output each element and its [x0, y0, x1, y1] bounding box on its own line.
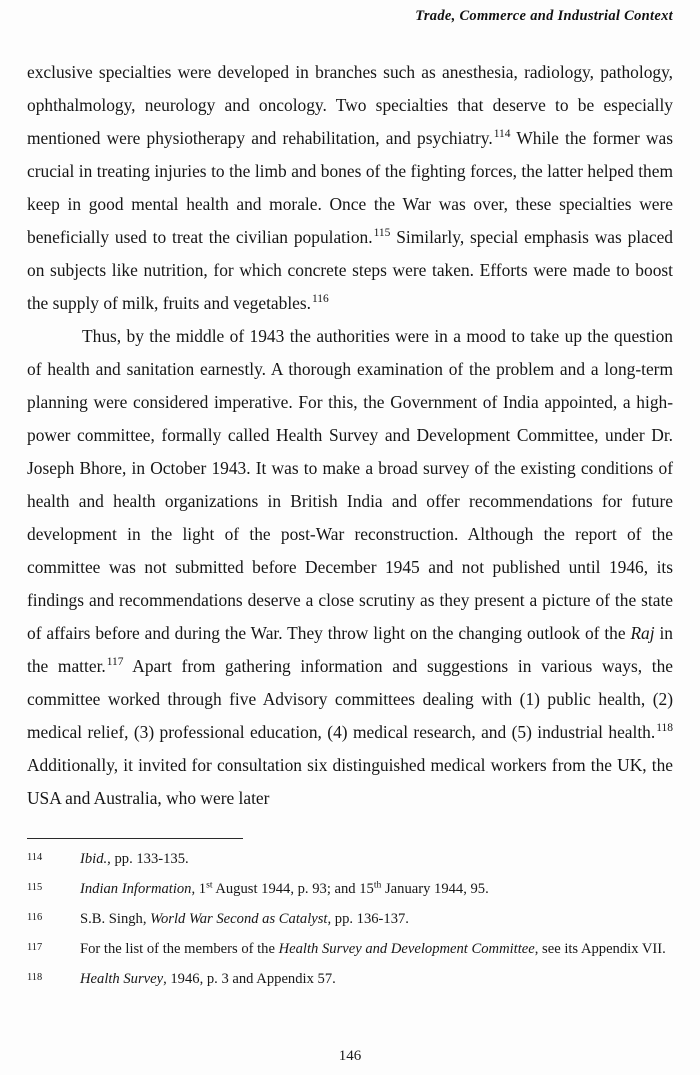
running-header: Trade, Commerce and Industrial Context — [415, 8, 673, 24]
footnote-number: 114 — [27, 852, 43, 863]
footnote-text: Ibid., pp. 133-135. — [80, 851, 189, 867]
footnote-reference-marker: 116 — [312, 292, 329, 305]
footnote-list — [27, 849, 673, 990]
ordinal-suffix: th — [373, 879, 382, 891]
footnote-reference-marker: 117 — [106, 655, 124, 668]
footnote-area — [27, 838, 673, 999]
footnote-text: For the list of the members of the Health Survey and Development Committee, see its Appendix VII. — [80, 941, 666, 957]
italic-phrase: Health Survey and Development Committee — [278, 941, 535, 957]
paragraph-1: exclusive specialties were developed in branches such as anesthesia, radiology, pathology, ophthalmology, neurology and oncology. Two specialties that deserve to be especially mentioned were physiotherapy and rehabilitation, and psychiatry.$^{114}$ While the former was crucial in treating injuries to the limb and bones of the fighting forces, the latter helped them keep in good mental health and morale. Once the War was over, these specialties were beneficially used to treat the civilian population.$^{115}$ Similarly, special emphasis was placed on subjects like nutrition, for which concrete steps were taken. Efforts were made to boost the supply of milk, fruits and vegetables.$^{116}$ — [27, 62, 673, 313]
footnote-number: 117 — [27, 942, 43, 953]
ordinal-suffix: st — [206, 879, 213, 891]
body-text-block — [27, 56, 673, 815]
footnote-item — [27, 849, 673, 870]
italic-phrase: Health Survey — [80, 971, 164, 987]
italic-phrase: Raj — [630, 623, 655, 643]
footnote-number: 118 — [27, 972, 43, 983]
footnote-separator-rule — [27, 838, 243, 839]
paragraph-2: Thus, by the middle of 1943 the authorities were in a mood to take up the question of health and sanitation earnestly. A thorough examination of the problem and a long-term planning were considered imperative. For this, the Government of India appointed, a high-power committee, formally called Health Survey and Development Committee, under Dr. Joseph Bhore, in October 1943. It was to make a broad survey of the existing conditions of health and health organizations in British India and offer recommendations for future development in the light of the post-War reconstruction. Although the report of the committee was not submitted before December 1945 and not published until 1946, its findings and recommendations deserve a close scrutiny as they present a picture of the state of affairs before and during the War. They throw light on the changing outlook of the Raj in the matter.$^{117}$ Apart from gathering information and suggestions in various ways, the committee worked through five Advisory committees dealing with (1) public health, (2) medical relief, (3) professional education, (4) medical research, and (5) industrial health.$^{118}$ Additionally, it invited for consultation six distinguished medical workers from the UK, the USA and Australia, who were later — [27, 326, 673, 808]
italic-phrase: Indian Information — [80, 881, 192, 897]
page-number: 146 — [338, 1048, 362, 1064]
footnote-text: Indian Information, 1st August 1944, p. 93; and 15th January 1944, 95. — [80, 879, 489, 897]
italic-phrase: Ibid. — [80, 851, 108, 867]
footnote-item — [27, 939, 673, 960]
italic-phrase: World War Second as Catalyst — [150, 911, 328, 927]
footnote-text: Health Survey, 1946, p. 3 and Appendix 57. — [80, 971, 336, 987]
footnote-number: 115 — [27, 882, 43, 893]
footnote-item — [27, 879, 673, 900]
footnote-number: 116 — [27, 912, 43, 923]
footnote-reference-marker: 115 — [373, 226, 391, 239]
footnote-item — [27, 969, 673, 990]
footnote-item — [27, 909, 673, 930]
footnote-text: S.B. Singh, World War Second as Catalyst, pp. 136-137. — [80, 911, 409, 927]
footnote-reference-marker: 118 — [656, 721, 673, 734]
footnote-reference-marker: 114 — [493, 127, 511, 140]
